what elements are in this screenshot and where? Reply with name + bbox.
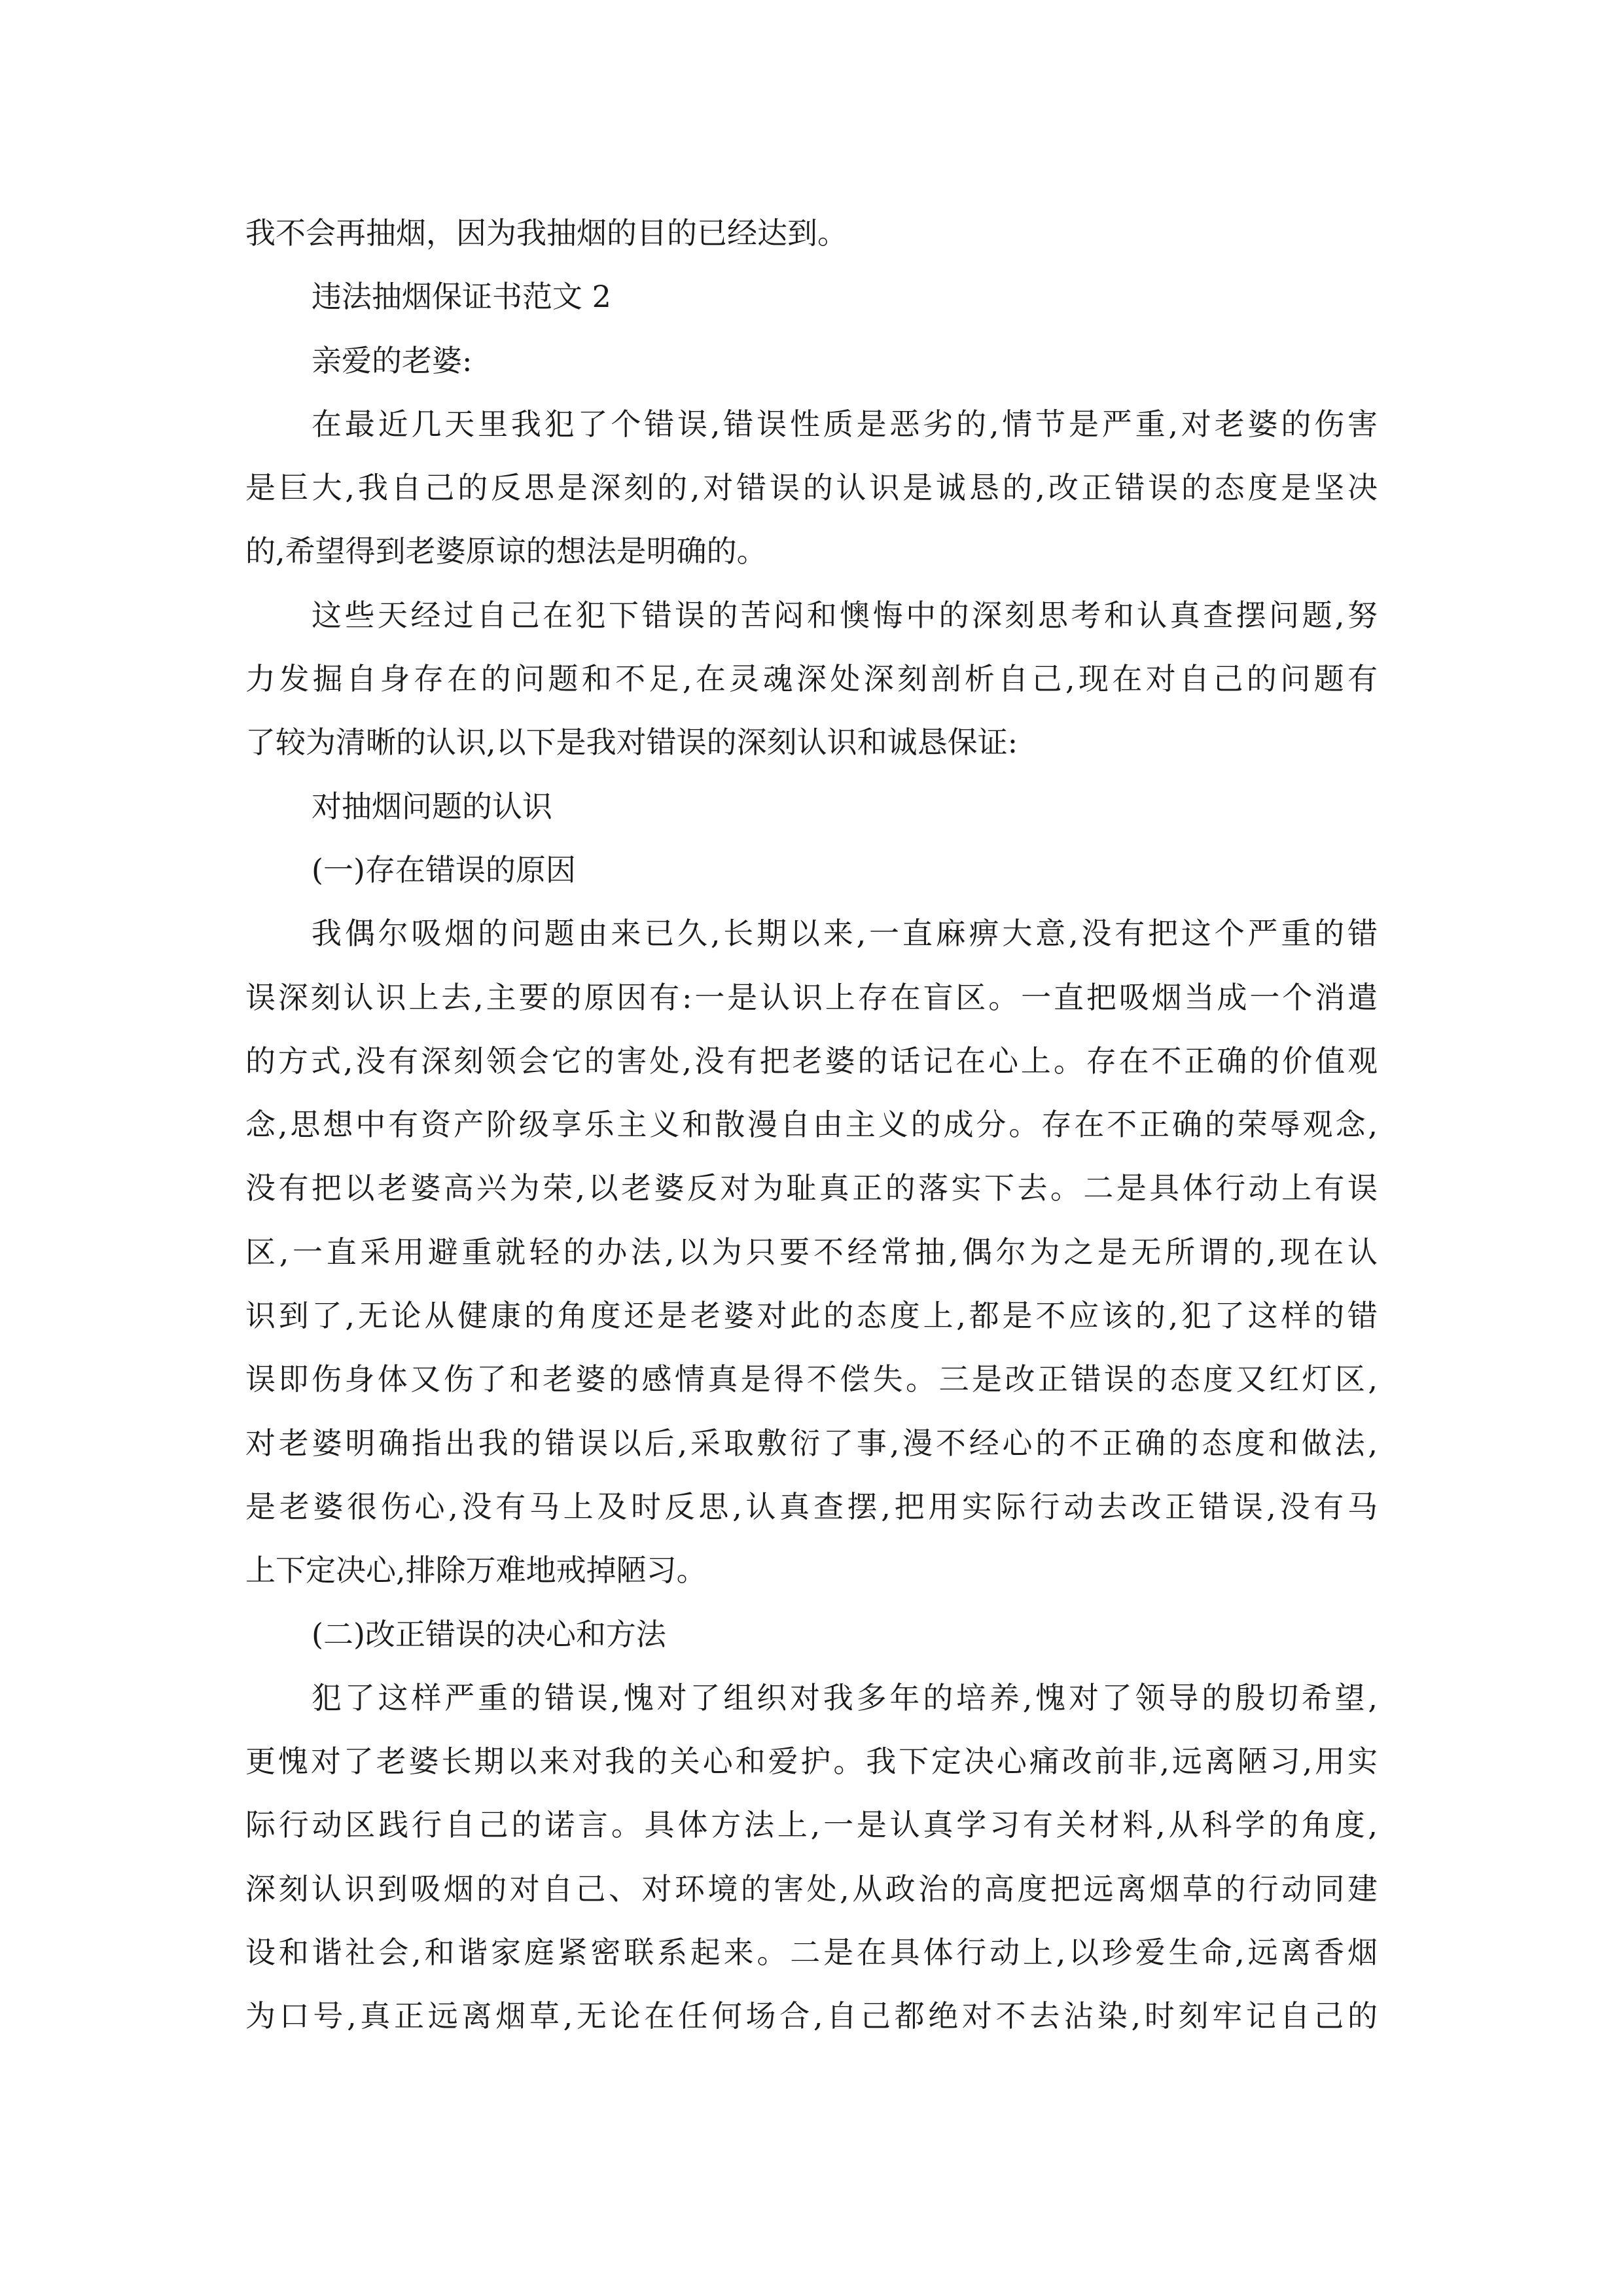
text-line: 误深刻认识上去,主要的原因有:一是认识上存在盲区。一直把吸烟当成一个消遣	[245, 979, 1378, 1015]
subheading: (二)改正错误的决心和方法	[312, 1616, 666, 1652]
text-line: 的方式,没有深刻领会它的害处,没有把老婆的话记在心上。存在不正确的价值观	[245, 1043, 1378, 1079]
document-body	[245, 202, 1378, 2049]
text-line: 在最近几天里我犯了个错误,错误性质是恶劣的,情节是严重,对老婆的伤害	[312, 406, 1378, 442]
text-line: 力发掘自身存在的问题和不足,在灵魂深处深刻剖析自己,现在对自己的问题有	[245, 661, 1378, 697]
text-line: 区,一直采用避重就轻的办法,以为只要不经常抽,偶尔为之是无所谓的,现在认	[245, 1234, 1378, 1270]
text-line: 更愧对了老婆长期以来对我的关心和爱护。我下定决心痛改前非,远离陋习,用实	[245, 1744, 1378, 1780]
text-line: 我偶尔吸烟的问题由来已久,长期以来,一直麻痹大意,没有把这个严重的错	[312, 916, 1378, 952]
subheading: (一)存在错误的原因	[312, 852, 576, 888]
text-line: 没有把以老婆高兴为荣,以老婆反对为耻真正的落实下去。二是具体行动上有误	[245, 1170, 1378, 1206]
text-line: 设和谐社会,和谐家庭紧密联系起来。二是在具体行动上,以珍爱生命,远离香烟	[245, 1935, 1378, 1971]
text-line: 识到了,无论从健康的角度还是老婆对此的态度上,都是不应该的,犯了这样的错	[245, 1298, 1378, 1334]
text-line: 的,希望得到老婆原谅的想法是明确的。	[245, 533, 767, 569]
salutation: 亲爱的老婆:	[312, 342, 473, 378]
section-title: 违法抽烟保证书范文 2	[312, 279, 611, 315]
text-line: 对老婆明确指出我的错误以后,采取敷衍了事,漫不经心的不正确的态度和做法,	[245, 1425, 1378, 1461]
text-line: 念,思想中有资产阶级享乐主义和散漫自由主义的成分。存在不正确的荣辱观念,	[245, 1107, 1378, 1143]
text-line: 为口号,真正远离烟草,无论在任何场合,自己都绝对不去沾染,时刻牢记自己的	[245, 1998, 1378, 2034]
text-line: 了较为清晰的认识,以下是我对错误的深刻认识和诚恳保证:	[245, 725, 1018, 761]
text-line: 上下定决心,排除万难地戒掉陋习。	[245, 1552, 707, 1588]
subheading: 对抽烟问题的认识	[312, 788, 552, 824]
text-line: 误即伤身体又伤了和老婆的感情真是得不偿失。三是改正错误的态度又红灯区,	[245, 1361, 1378, 1397]
text-line: 是老婆很伤心,没有马上及时反思,认真查摆,把用实际行动去改正错误,没有马	[245, 1488, 1378, 1524]
text-line: 际行动区践行自己的诺言。具体方法上,一是认真学习有关材料,从科学的角度,	[245, 1807, 1378, 1843]
text-line: 我不会再抽烟，因为我抽烟的目的已经达到。	[245, 215, 847, 251]
text-line: 是巨大,我自己的反思是深刻的,对错误的认识是诚恳的,改正错误的态度是坚决	[245, 470, 1378, 506]
text-line: 这些天经过自己在犯下错误的苦闷和懊悔中的深刻思考和认真查摆问题,努	[312, 597, 1378, 633]
text-line: 深刻认识到吸烟的对自己、对环境的害处,从政治的高度把远离烟草的行动同建	[245, 1871, 1378, 1907]
text-line: 犯了这样严重的错误,愧对了组织对我多年的培养,愧对了领导的殷切希望,	[312, 1679, 1378, 1715]
